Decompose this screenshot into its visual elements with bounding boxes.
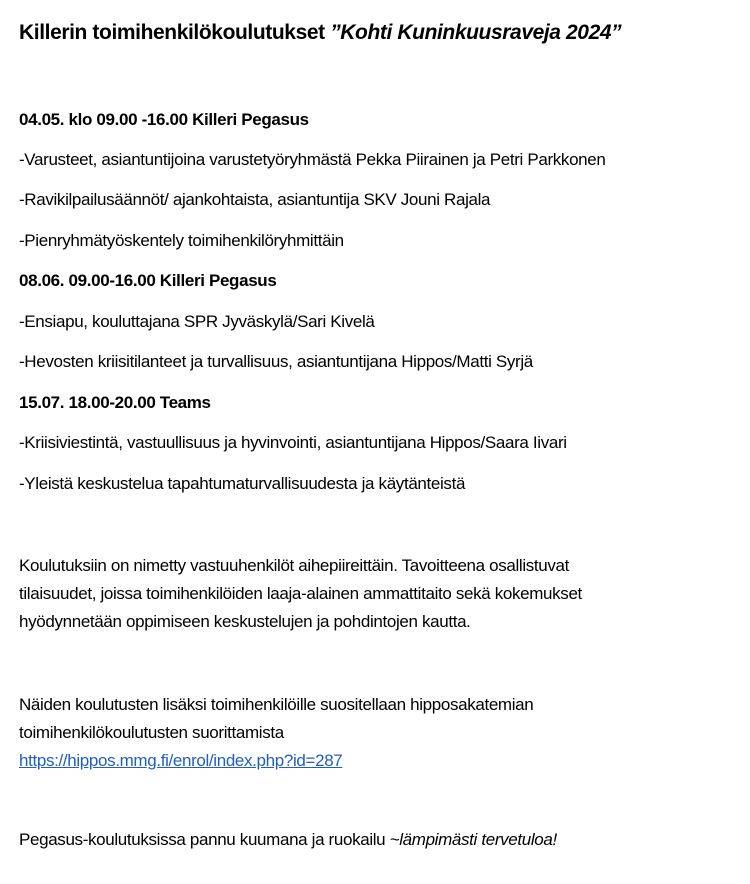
session-1-item: -Ravikilpailusäännöt/ ajankohtaista, asiantuntija SKV Jouni Rajala [19,190,491,209]
title-main: Killerin toimihenkilökoulutukset [19,21,331,44]
paragraph-2-line: toimihenkilökoulutusten suorittamista [19,723,284,742]
paragraph-1-line: tilaisuudet, joissa toimihenkilöiden laaja-alainen ammattitaito sekä kokemukset [19,584,582,603]
closing-line [19,830,557,850]
session-3-item: -Yleistä keskustelua tapahtumaturvallisuudesta ja käytänteistä [19,474,466,493]
hippos-enrol-link[interactable]: https://hippos.mmg.fi/enrol/index.php?id=287 [19,751,343,770]
session-2-item: -Hevosten kriisitilanteet ja turvallisuus, asiantuntijana Hippos/Matti Syrjä [19,352,533,371]
document-title [19,20,621,46]
session-3-heading: 15.07. 18.00-20.00 Teams [19,393,211,412]
session-2-heading: 08.06. 09.00-16.00 Killeri Pegasus [19,271,277,290]
session-2-item: -Ensiapu, kouluttajana SPR Jyväskylä/Sari Kivelä [19,312,375,331]
closing-text: Pegasus-koulutuksissa pannu kuumana ja ruokailu [19,830,390,849]
title-italic: ”Kohti Kuninkuusraveja 2024” [330,21,622,44]
paragraph-1-line: hyödynnetään oppimiseen keskustelujen ja pohdintojen kautta. [19,612,471,631]
session-1-heading: 04.05. klo 09.00 -16.00 Killeri Pegasus [19,110,309,129]
paragraph-2-line: Näiden koulutusten lisäksi toimihenkilöille suositellaan hipposakatemian [19,695,534,714]
session-1-item: -Varusteet, asiantuntijoina varustetyöryhmästä Pekka Piirainen ja Petri Parkkonen [19,150,606,169]
session-1-item: -Pienryhmätyöskentely toimihenkilöryhmittäin [19,231,344,250]
closing-italic: ~lämpimästi tervetuloa! [389,830,557,849]
paragraph-1-line: Koulutuksiin on nimetty vastuuhenkilöt aihepiireittäin. Tavoitteena osallistuvat [19,556,570,575]
session-3-item: -Kriisiviestintä, vastuullisuus ja hyvinvointi, asiantuntijana Hippos/Saara Iivari [19,433,567,452]
